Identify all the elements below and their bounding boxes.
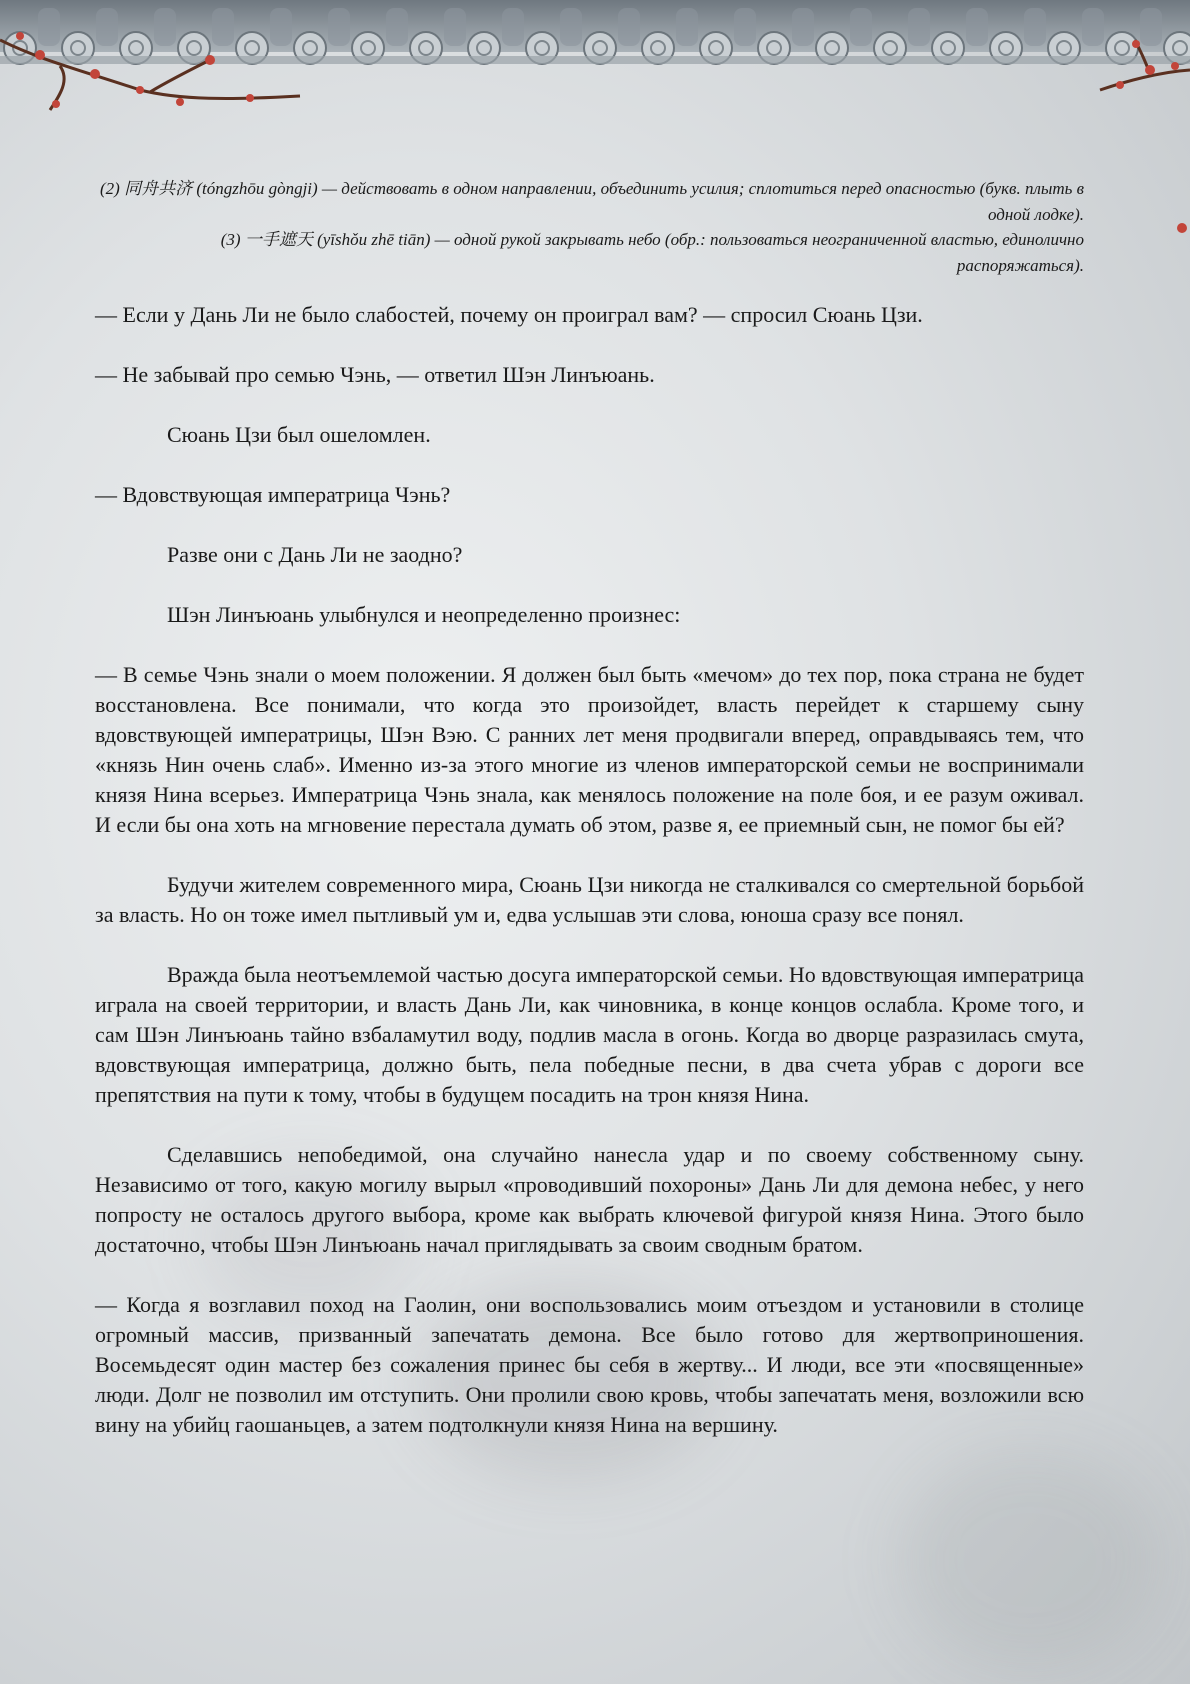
roof-tile-ridge <box>908 8 930 46</box>
roof-tile-ridge <box>154 8 176 46</box>
roof-tile-ridge <box>850 8 872 46</box>
paragraph: Сюань Цзи был ошеломлен. <box>167 422 431 447</box>
footnote-2: (2) 同舟共济 (tóngzhōu gòngji) — действовать в одном направлении, объединить усилия; сплотиться перед опасностью (букв. плыть в одной лодке). <box>100 179 1085 224</box>
roof-tile-ridge <box>38 8 60 46</box>
roof-tile-ridge <box>386 8 408 46</box>
roof-tile-ridge <box>1024 8 1046 46</box>
blossom-petal-decoration <box>1170 218 1190 238</box>
paragraph: — Если у Дань Ли не было слабостей, почему он проиграл вам? — спросил Сюань Цзи. <box>95 302 923 327</box>
roof-tile-ridge <box>1140 8 1162 46</box>
paragraph: Шэн Линъюань улыбнулся и неопределенно произнес: <box>167 602 681 627</box>
roof-tile-ridge <box>444 8 466 46</box>
paragraph: Вражда была неотъемлемой частью досуга императорской семьи. Но вдовствующая императрица играла на своей территории, и власть Дань Ли, как чиновника, в конце концов ослабла. Кроме того, и сам Шэн Линъюань тайно взбаламутил воду, подлив масла в огонь. Когда во дворце разразилась смута, вдовствующая императрица, должно быть, пела победные песни, в два счета убрав с дороги все препятствия на пути к тому, чтобы в будущем посадить на трон князя Нина. <box>95 962 1084 1107</box>
roof-tile-ridge <box>328 8 350 46</box>
paragraph: — Когда я возглавил поход на Гаолин, они воспользовались моим отъездом и установили в столице огромный массив, призванный запечатать демона. Все было готово для жертвоприношения. Восемьдесят один мастер без сожаления принес бы себя в жертву... И люди, все эти «посвященные» люди. Долг не позволил им отступить. Они пролили свою кровь, чтобы запечатать меня, возложили всю вину на убийц гаошаньцев, а затем подтолкнули князя Нина на вершину. <box>95 1292 1084 1437</box>
paragraph: Сделавшись непобедимой, она случайно нанесла удар и по своему собственному сыну. Независимо от того, какую могилу вырыл «проводивший похороны» Дань Ли для демона небес, у него попросту не осталось другого выбора, кроме как выбрать ключевой фигурой князя Нина. Этого было достаточно, чтобы Шэн Линъюань начал приглядывать за своим сводным братом. <box>95 1142 1084 1257</box>
paragraph: — Вдовствующая императрица Чэнь? <box>95 482 451 507</box>
main-text <box>95 300 1084 1440</box>
roof-tile-ridge <box>96 8 118 46</box>
footnotes <box>100 176 1084 278</box>
roof-tile-ridge <box>270 8 292 46</box>
roof-tile-ridge <box>1082 8 1104 46</box>
roof-tile-ridge <box>792 8 814 46</box>
roof-tile-ridge <box>502 8 524 46</box>
paragraph: Будучи жителем современного мира, Сюань Цзи никогда не сталкивался со смертельной борьбой за власть. Но он тоже имел пытливый ум и, едва услышав эти слова, юноша сразу все понял. <box>95 872 1084 927</box>
roof-tile-ridge <box>966 8 988 46</box>
roof-tile-ridge <box>734 8 756 46</box>
roof-tile-ridge <box>212 8 234 46</box>
paragraph: — В семье Чэнь знали о моем положении. Я должен был быть «мечом» до тех пор, пока страна не будет восстановлена. Все понимали, что когда это произойдет, власть перейдет к старшему сыну вдовствующей императрицы, Шэн Вэю. С ранних лет меня продвигали вперед, оправдываясь тем, что «князь Нин очень слаб». Именно из-за этого многие из членов императорской семьи не воспринимали князя Нина всерьез. Императрица Чэнь знала, как менялось положение на поле боя, и ее разум оживал. И если бы она хоть на мгновение перестала думать об этом, разве я, ее приемный сын, не помог бы ей? <box>95 662 1084 837</box>
background-stain <box>900 1450 1160 1670</box>
roof-tile-ridge <box>560 8 582 46</box>
roof-tile-ridge <box>676 8 698 46</box>
footnote-3: (3) 一手遮天 (yīshǒu zhē tiān) — одной рукой закрывать небо (обр.: пользоваться неограниченной властью, единолично распоряжаться). <box>220 230 1084 275</box>
roof-tile-ridge <box>618 8 640 46</box>
paragraph: Разве они с Дань Ли не заодно? <box>167 542 463 567</box>
roof-tiles-decoration <box>0 0 1190 118</box>
paragraph: — Не забывай про семью Чэнь, — ответил Шэн Линъюань. <box>95 362 655 387</box>
